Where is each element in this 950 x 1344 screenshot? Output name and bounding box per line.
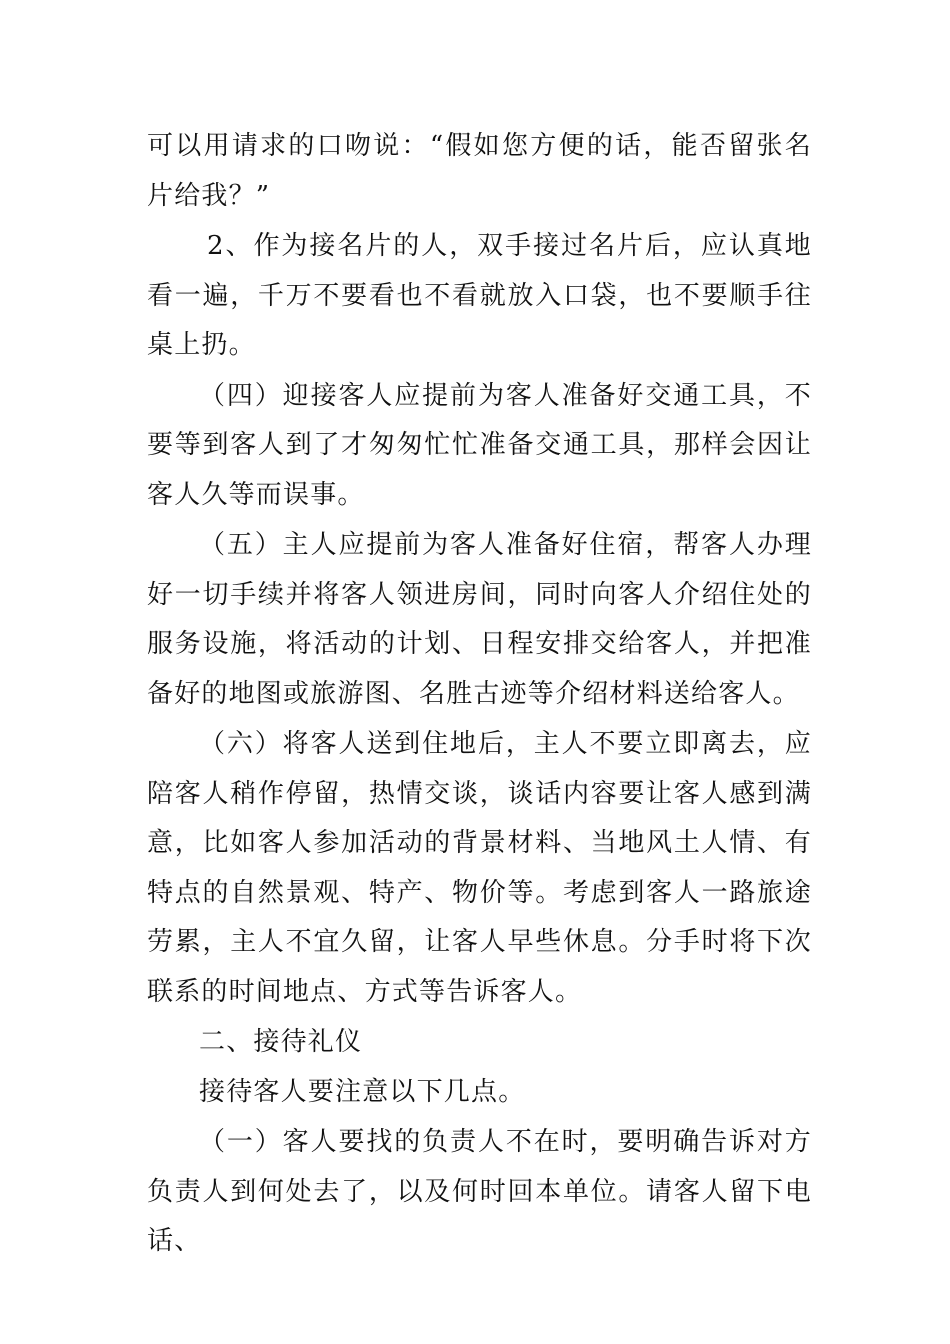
paragraph-reception-intro: 接待客人要注意以下几点。 xyxy=(199,1076,526,1107)
paragraph-transport: （四）迎接客人应提前为客人准备好交通工具，不要等到客人到了才匆匆忙忙准备交通工具，那样会因让客人久等而误事。 xyxy=(147,380,812,510)
section-heading-reception-etiquette: 二、接待礼仪 xyxy=(199,1027,363,1057)
paragraph-manager-absent: （一）客人要找的负责人不在时，要明确告诉对方负责人到何处去了，以及何时回本单位。请客人留下电话、 xyxy=(147,1127,812,1256)
paragraph-business-card-request: 可以用请求的口吻说：“假如您方便的话，能否留张名片给我？” xyxy=(147,131,812,211)
document-body xyxy=(147,122,812,1267)
paragraph-accompany-guest: （六）将客人送到住地后，主人不要立即离去，应陪客人稍作停留，热情交谈，谈话内容要让客人感到满意，比如客人参加活动的背景材料、当地风土人情、有特点的自然景观、特产、物价等。考虑到客人一路旅途劳累，主人不宜久留，让客人早些休息。分手时将下次联系的时间地点、方式等告诉客人。 xyxy=(147,729,812,1007)
paragraph-receiving-card: 2、作为接名片的人，双手接过名片后，应认真地看一遍，千万不要看也不看就放入口袋，也不要顺手往桌上扔。 xyxy=(147,231,812,360)
paragraph-lodging: （五）主人应提前为客人准备好住宿，帮客人办理好一切手续并将客人领进房间，同时向客人介绍住处的服务设施，将活动的计划、日程安排交给客人，并把准备好的地图或旅游图、名胜古迹等介绍材料送给客人。 xyxy=(147,530,812,709)
